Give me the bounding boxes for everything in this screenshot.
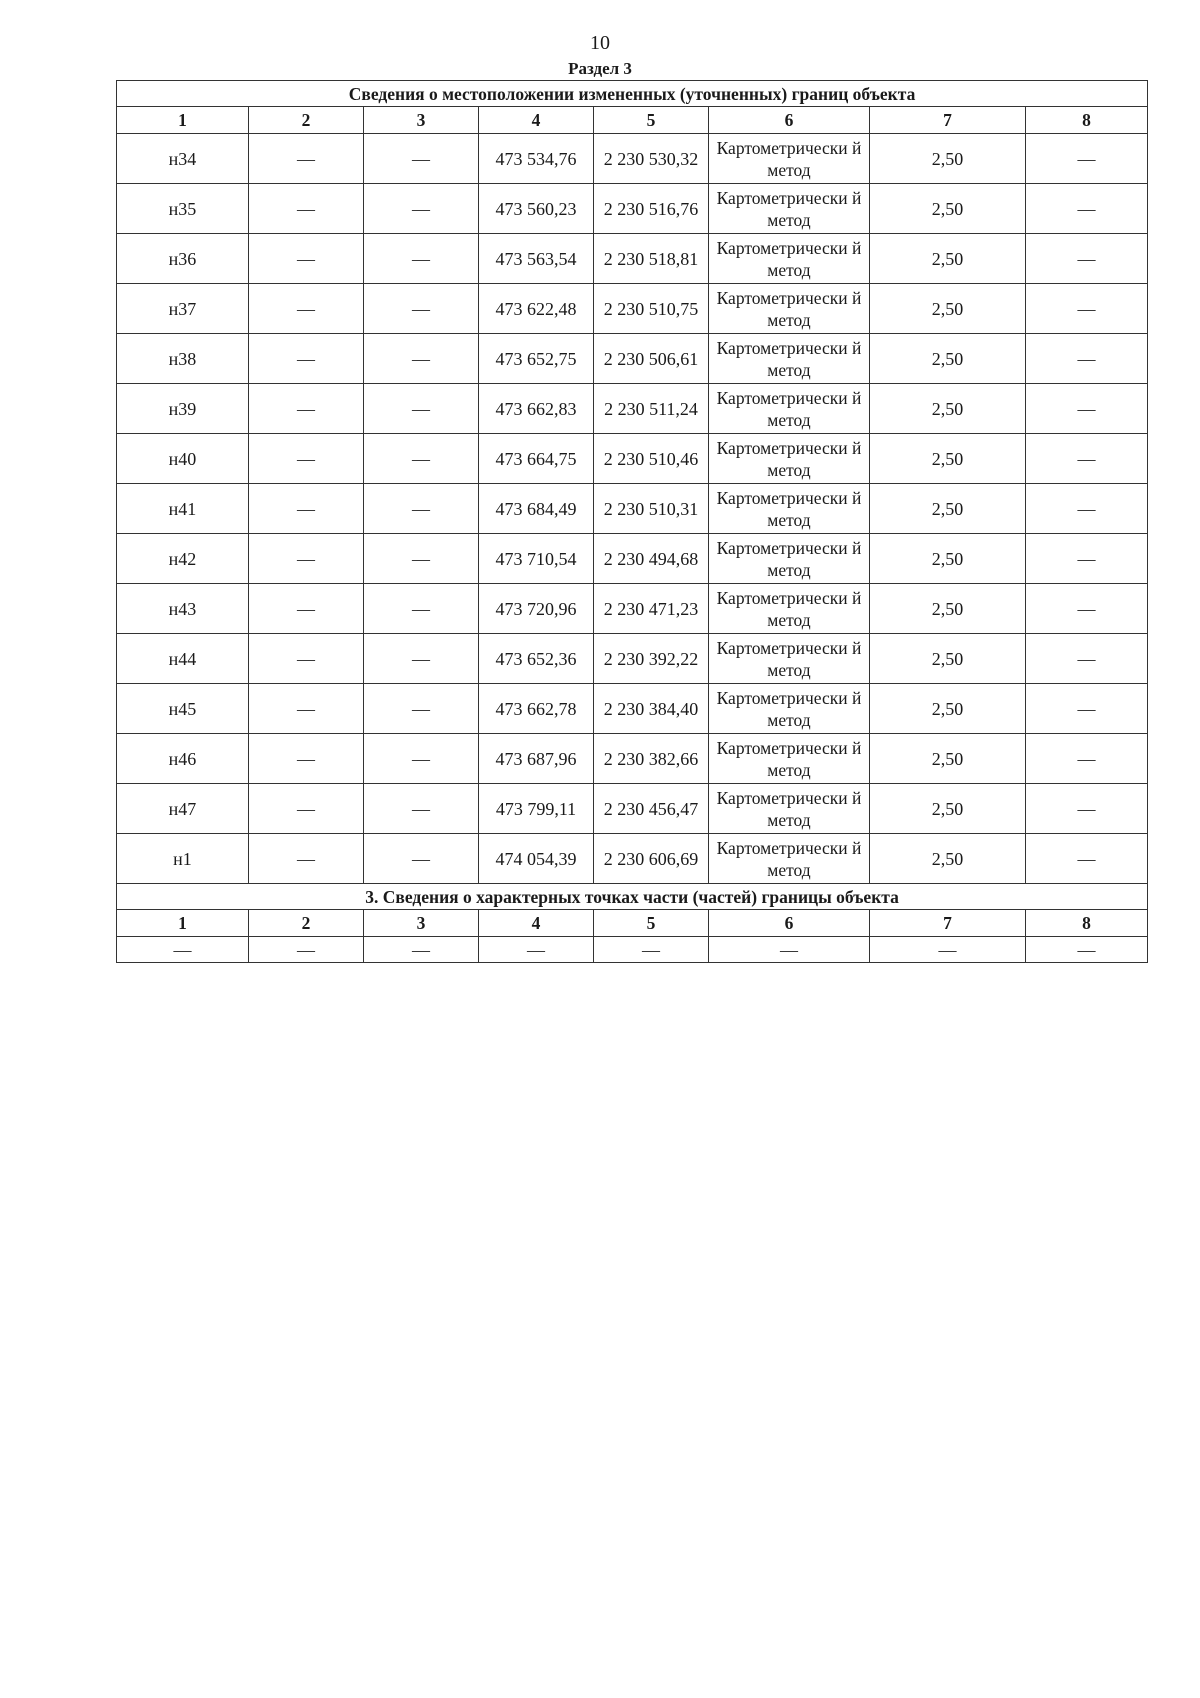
column-3-cell: — [364,834,479,884]
method-cell: Картометрически й метод [709,734,870,784]
column-number: 6 [709,910,870,937]
method-cell: Картометрически й метод [709,634,870,684]
point-label-cell: н35 [117,184,249,234]
table-row [117,184,1148,234]
column-8-cell: — [1026,684,1148,734]
column-8-cell: — [1026,134,1148,184]
x-coordinate-cell: 473 560,23 [479,184,594,234]
column-8-cell: — [1026,184,1148,234]
column-2-cell: — [249,634,364,684]
table-row [117,784,1148,834]
column-number: 5 [594,910,709,937]
column-number: 2 [249,910,364,937]
accuracy-cell: 2,50 [870,784,1026,834]
column-8-cell: — [1026,384,1148,434]
column-number: 8 [1026,910,1148,937]
column-3-cell: — [364,734,479,784]
y-coordinate-cell: 2 230 516,76 [594,184,709,234]
column-2-cell: — [249,434,364,484]
column-3-cell: — [364,784,479,834]
empty-cell: — [364,937,479,963]
y-coordinate-cell: 2 230 471,23 [594,584,709,634]
empty-cell: — [709,937,870,963]
y-coordinate-cell: 2 230 510,75 [594,284,709,334]
x-coordinate-cell: 473 662,78 [479,684,594,734]
method-cell: Картометрически й метод [709,484,870,534]
point-label-cell: н37 [117,284,249,334]
accuracy-cell: 2,50 [870,234,1026,284]
point-label-cell: н40 [117,434,249,484]
point-label-cell: н42 [117,534,249,584]
column-8-cell: — [1026,284,1148,334]
column-2-cell: — [249,184,364,234]
column-8-cell: — [1026,734,1148,784]
column-8-cell: — [1026,334,1148,384]
table-row [117,334,1148,384]
parts-caption-row [117,884,1148,910]
table-row [117,134,1148,184]
point-label-cell: н39 [117,384,249,434]
column-number-row [117,107,1148,134]
column-2-cell: — [249,834,364,884]
x-coordinate-cell: 473 710,54 [479,534,594,584]
section-title: Раздел 3 [568,59,632,78]
table-row [117,534,1148,584]
table-row [117,834,1148,884]
column-number: 4 [479,107,594,134]
column-2-cell: — [249,684,364,734]
table-row [117,384,1148,434]
column-number: 8 [1026,107,1148,134]
accuracy-cell: 2,50 [870,484,1026,534]
column-number: 1 [117,910,249,937]
column-2-cell: — [249,584,364,634]
method-cell: Картометрически й метод [709,434,870,484]
table-row [117,634,1148,684]
x-coordinate-cell: 473 687,96 [479,734,594,784]
column-number: 5 [594,107,709,134]
accuracy-cell: 2,50 [870,684,1026,734]
point-label-cell: н41 [117,484,249,534]
column-8-cell: — [1026,234,1148,284]
point-label-cell: н36 [117,234,249,284]
column-3-cell: — [364,334,479,384]
method-cell: Картометрически й метод [709,284,870,334]
column-number: 3 [364,910,479,937]
column-2-cell: — [249,484,364,534]
x-coordinate-cell: 474 054,39 [479,834,594,884]
accuracy-cell: 2,50 [870,184,1026,234]
table-row [117,234,1148,284]
x-coordinate-cell: 473 684,49 [479,484,594,534]
y-coordinate-cell: 2 230 456,47 [594,784,709,834]
accuracy-cell: 2,50 [870,134,1026,184]
column-3-cell: — [364,134,479,184]
x-coordinate-cell: 473 622,48 [479,284,594,334]
method-cell: Картометрически й метод [709,234,870,284]
y-coordinate-cell: 2 230 530,32 [594,134,709,184]
accuracy-cell: 2,50 [870,284,1026,334]
method-cell: Картометрически й метод [709,184,870,234]
parts-table-caption: 3. Сведения о характерных точках части (частей) границы объекта [117,884,1148,910]
method-cell: Картометрически й метод [709,584,870,634]
x-coordinate-cell: 473 652,36 [479,634,594,684]
y-coordinate-cell: 2 230 494,68 [594,534,709,584]
accuracy-cell: 2,50 [870,384,1026,434]
column-2-cell: — [249,384,364,434]
table-caption: Сведения о местоположении измененных (уточненных) границ объекта [117,81,1148,107]
x-coordinate-cell: 473 662,83 [479,384,594,434]
x-coordinate-cell: 473 799,11 [479,784,594,834]
table-row [117,584,1148,634]
accuracy-cell: 2,50 [870,334,1026,384]
empty-cell: — [1026,937,1148,963]
boundary-points-table [116,80,1148,963]
column-8-cell: — [1026,784,1148,834]
method-cell: Картометрически й метод [709,134,870,184]
column-3-cell: — [364,534,479,584]
column-8-cell: — [1026,434,1148,484]
column-3-cell: — [364,434,479,484]
point-label-cell: н1 [117,834,249,884]
column-number: 7 [870,910,1026,937]
y-coordinate-cell: 2 230 511,24 [594,384,709,434]
column-number: 4 [479,910,594,937]
point-label-cell: н38 [117,334,249,384]
column-3-cell: — [364,634,479,684]
column-number: 2 [249,107,364,134]
point-label-cell: н47 [117,784,249,834]
column-3-cell: — [364,584,479,634]
column-8-cell: — [1026,634,1148,684]
column-3-cell: — [364,284,479,334]
table-row [117,284,1148,334]
accuracy-cell: 2,50 [870,834,1026,884]
accuracy-cell: 2,50 [870,534,1026,584]
y-coordinate-cell: 2 230 606,69 [594,834,709,884]
table-caption-row [117,81,1148,107]
point-label-cell: н44 [117,634,249,684]
y-coordinate-cell: 2 230 518,81 [594,234,709,284]
column-3-cell: — [364,484,479,534]
method-cell: Картометрически й метод [709,684,870,734]
column-2-cell: — [249,784,364,834]
page-number: 10 [590,32,610,54]
point-label-cell: н46 [117,734,249,784]
column-3-cell: — [364,684,479,734]
accuracy-cell: 2,50 [870,734,1026,784]
x-coordinate-cell: 473 720,96 [479,584,594,634]
empty-cell: — [594,937,709,963]
accuracy-cell: 2,50 [870,634,1026,684]
column-2-cell: — [249,734,364,784]
empty-cell: — [249,937,364,963]
column-3-cell: — [364,384,479,434]
y-coordinate-cell: 2 230 384,40 [594,684,709,734]
empty-cell: — [870,937,1026,963]
accuracy-cell: 2,50 [870,584,1026,634]
y-coordinate-cell: 2 230 510,46 [594,434,709,484]
x-coordinate-cell: 473 652,75 [479,334,594,384]
y-coordinate-cell: 2 230 510,31 [594,484,709,534]
column-8-cell: — [1026,834,1148,884]
column-number: 1 [117,107,249,134]
column-3-cell: — [364,234,479,284]
table-row [117,734,1148,784]
point-label-cell: н45 [117,684,249,734]
method-cell: Картометрически й метод [709,534,870,584]
column-8-cell: — [1026,534,1148,584]
method-cell: Картометрически й метод [709,334,870,384]
parts-table-row [117,937,1148,963]
column-number: 7 [870,107,1026,134]
method-cell: Картометрически й метод [709,834,870,884]
point-label-cell: н43 [117,584,249,634]
column-number: 3 [364,107,479,134]
column-3-cell: — [364,184,479,234]
empty-cell: — [117,937,249,963]
column-8-cell: — [1026,584,1148,634]
empty-cell: — [479,937,594,963]
x-coordinate-cell: 473 664,75 [479,434,594,484]
column-2-cell: — [249,534,364,584]
column-2-cell: — [249,334,364,384]
method-cell: Картометрически й метод [709,384,870,434]
table-row [117,434,1148,484]
y-coordinate-cell: 2 230 506,61 [594,334,709,384]
y-coordinate-cell: 2 230 392,22 [594,634,709,684]
point-label-cell: н34 [117,134,249,184]
parts-column-number-row [117,910,1148,937]
column-2-cell: — [249,134,364,184]
column-2-cell: — [249,284,364,334]
column-8-cell: — [1026,484,1148,534]
method-cell: Картометрически й метод [709,784,870,834]
column-2-cell: — [249,234,364,284]
x-coordinate-cell: 473 534,76 [479,134,594,184]
x-coordinate-cell: 473 563,54 [479,234,594,284]
y-coordinate-cell: 2 230 382,66 [594,734,709,784]
table-body [117,81,1148,963]
column-number: 6 [709,107,870,134]
table-row [117,684,1148,734]
table-row [117,484,1148,534]
accuracy-cell: 2,50 [870,434,1026,484]
